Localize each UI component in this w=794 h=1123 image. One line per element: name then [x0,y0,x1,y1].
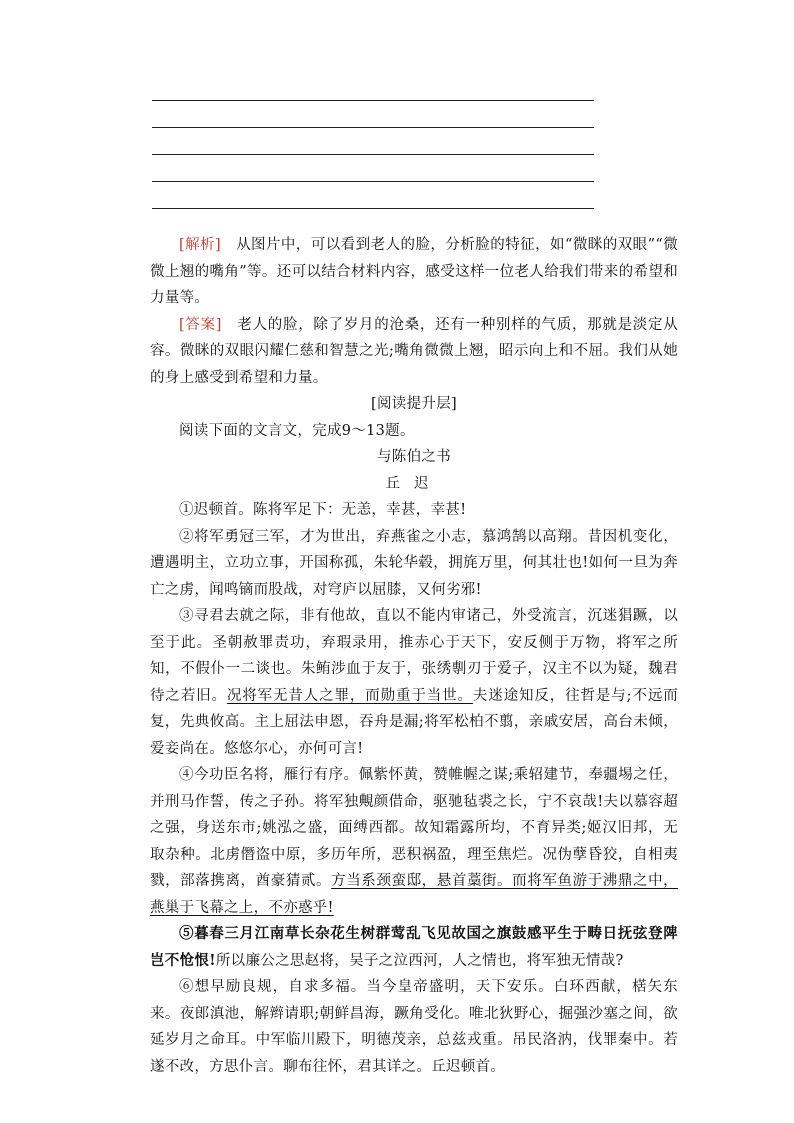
answer-line [152,100,594,101]
analysis-paragraph [150,232,678,312]
paragraph-3-text-a: ③寻君去就之际，非有他故，直以不能内审诸己，外受流言，沉迷猖蹶，以至于此。圣朝赦罪责功，弃瑕录用，推赤心于天下，安反侧于万物，将军之所知，不假仆一二谈也。朱鲔涉血于友于，张绣剸刃于爱子，汉主不以为疑，魏君待之若旧。 [150,608,678,704]
essay-title: 与陈伯之书 [377,449,451,465]
answer-line [152,181,594,182]
underlined-sentence-2: 方当系颈蛮邸，悬首藁街。而将军鱼游于沸鼎之中，燕巢于飞幕之上，不亦惑乎! [150,873,678,916]
answer-lines [152,100,594,235]
analysis-tag: [解析] [179,237,221,253]
essay-paragraph-2: ②将军勇冠三军，才为世出，弃燕雀之小志，慕鸿鹄以高翔。昔因机变化，遭遇明主，立功立事，开国称孤，朱轮华毂，拥旄万里，何其壮也!如何一旦为奔亡之虏，闻鸣镝而股战，对穹庐以屈膝，又何劣邪! [150,528,678,598]
essay-paragraph-5 [150,921,678,974]
bold-unpunctuated-sentence: ⑤暮春三月江南草长杂花生树群莺乱飞见故国之旗鼓感平生于畴日抚弦登陴岂不怆恨! [150,925,678,969]
analysis-text: 从图片中，可以看到老人的脸，分析脸的特征，如“微眯的双眼”“微微上翘的嘴角”等。还可以结合材料内容，感受这样一位老人给我们带来的希望和力量等。 [150,237,678,306]
paragraph-4-text-a: ④今功臣名将，雁行有序。佩紫怀黄，赞帷幄之谋;乘轺建节，奉疆埸之任，并刑马作誓，传之子孙。将军独覥颜借命，驱驰毡裘之长，宁不哀哉!夫以慕容超之强，身送东市;姚泓之盛，面缚西都。故知霜露所均，不育异类;姬汉旧邦，无取杂种。北虏僭盗中原，多历年所，恶积祸盈，理至焦烂。况伪孽昏狡，自相夷戮，部落携离，酋豪猜贰。 [150,767,678,889]
essay-paragraph-4 [150,762,678,921]
underlined-sentence-1: 况将军无昔人之罪，而勋重于当世。 [226,687,473,704]
answer-line [152,127,594,128]
paragraph-5-text: 所以廉公之思赵将，吴子之泣西河，人之情也，将军独无情哉? [215,952,624,969]
essay-paragraph-6: ⑥想早励良规，自求多福。当今皇帝盛明，天下安乐。白环西献，楛矢东来。夜郎滇池，解辫请职;朝鲜昌海，蹶角受化。唯北狄野心，掘强沙塞之间，欲延岁月之命耳。中军临川殿下，明德茂亲，总兹戎重。吊民洛汭，伐罪秦中。若遂不改，方思仆言。聊布往怀，君其详之。丘迟顿首。 [150,979,678,1075]
essay-paragraph-3 [150,603,678,762]
section-title: [阅读提升层] [371,396,457,412]
answer-tag: [答案] [179,316,222,333]
essay-author: 丘迟 [385,475,443,492]
essay-author-line [150,471,678,498]
answer-text: 老人的脸，除了岁月的沧桑，还有一种别样的气质，那就是淡定从容。微眯的双眼闪耀仁慈和智慧之光;嘴角微微上翘，昭示向上和不屈。我们从她的身上感受到希望和力量。 [150,316,679,386]
essay-paragraph-1: ①迟顿首。陈将军足下：无恙，幸甚，幸甚! [179,502,467,518]
document-content [150,232,678,1080]
answer-paragraph [150,312,678,392]
instruction-text: 阅读下面的文言文，完成9～13题。 [179,422,415,439]
paragraph-3-text-b: 夫迷途知反，往哲是与;不远而复，先典攸高。主上屈法申恩，吞舟是漏;将军松柏不翦，亲戚安居，高台未倾，爱妾尚在。悠悠尔心，亦何可言! [150,687,678,757]
answer-line [152,208,594,209]
answer-line [152,154,594,155]
